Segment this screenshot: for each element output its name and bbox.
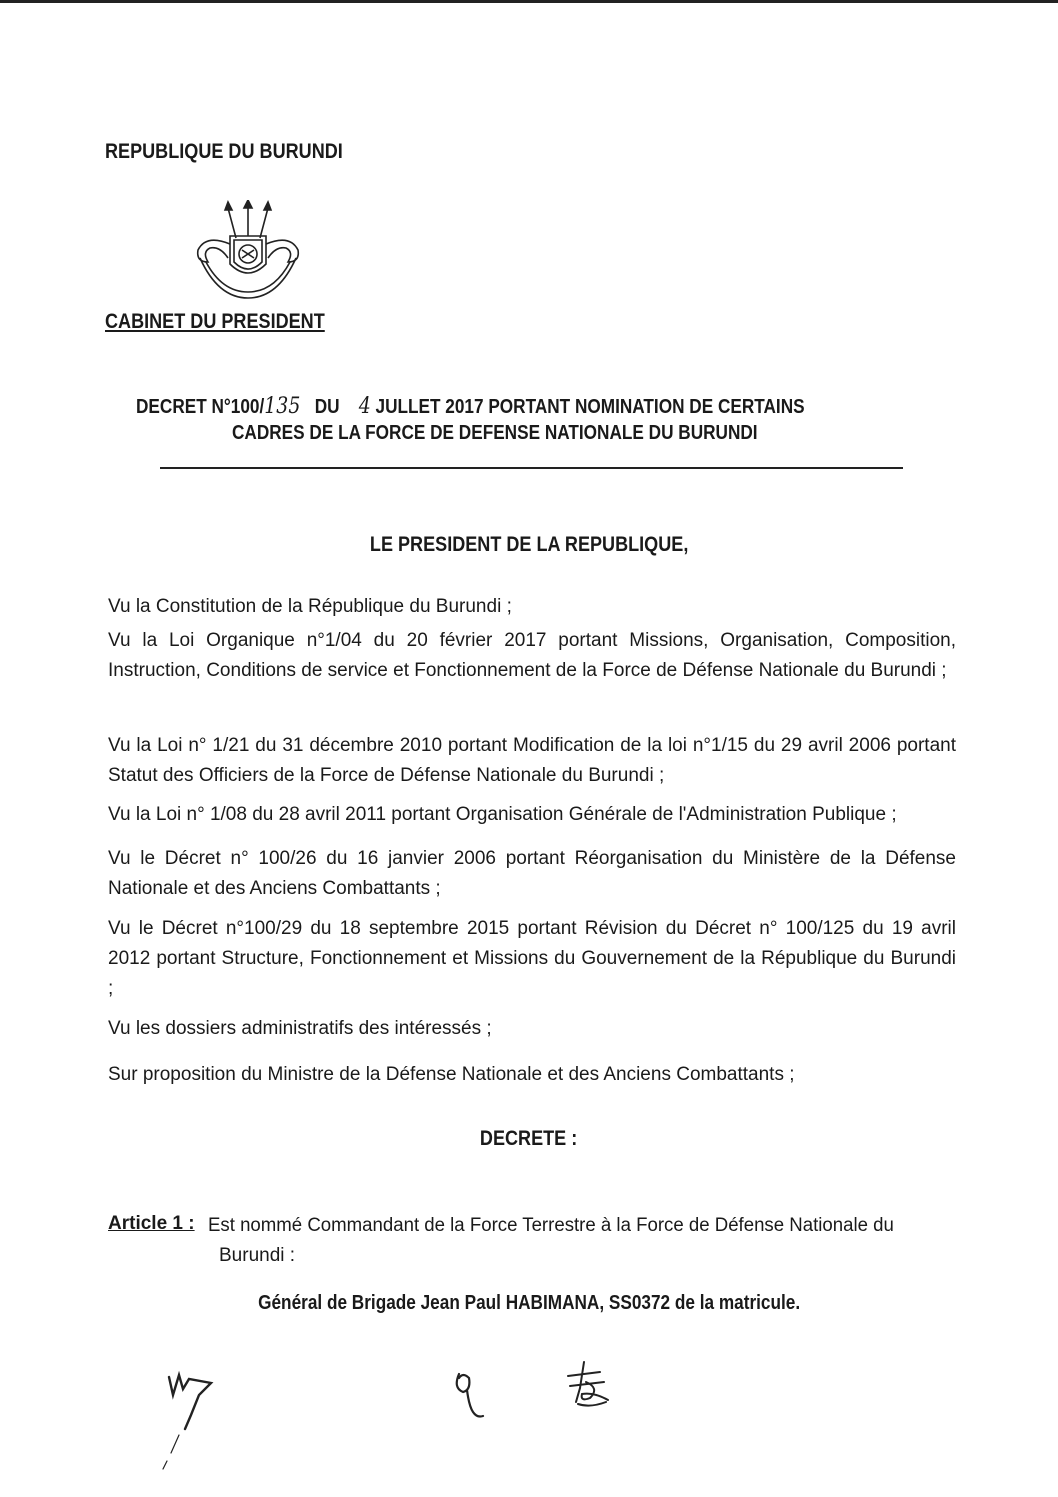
president-heading: LE PRESIDENT DE LA REPUBLIQUE,	[369, 533, 689, 556]
decree-date-rest: JULLET 2017 PORTANT NOMINATION DE CERTAINS	[375, 396, 805, 418]
article-1-appointee: Général de Brigade Jean Paul HABIMANA, SS0372 de la matricule.	[257, 1292, 800, 1314]
consideration-4: Vu la Loi n° 1/08 du 28 avril 2011 portant Organisation Générale de l'Administration Publique ;	[108, 804, 897, 825]
country-heading: REPUBLIQUE DU BURUNDI	[105, 140, 343, 163]
consideration-3: Vu la Loi n° 1/21 du 31 décembre 2010 portant Modification de la loi n°1/15 du 29 avril 2006 portant Statut des Officiers de la Force de Défense Nationale du Burundi ;	[108, 735, 956, 786]
decree-number-handwritten: 135	[264, 394, 301, 419]
decree-title-line1	[136, 394, 805, 419]
scan-top-edge	[0, 0, 1058, 3]
decree-title-line2: CADRES DE LA FORCE DE DEFENSE NATIONALE DU BURUNDI	[232, 422, 758, 444]
decrete-heading: DECRETE :	[480, 1127, 578, 1150]
consideration-7: Vu les dossiers administratifs des intéressés ;	[108, 1018, 492, 1039]
cabinet-heading: CABINET DU PRESIDENT	[105, 310, 325, 333]
initial-mark-1-icon	[155, 1365, 225, 1475]
decree-number-prefix: DECRET N°100/	[136, 396, 265, 418]
coat-of-arms-icon	[188, 200, 308, 310]
article-1-label: Article 1 :	[108, 1213, 195, 1234]
article-1-text-line1: Est nommé Commandant de la Force Terrestre à la Force de Défense Nationale du	[208, 1215, 894, 1236]
decree-du: DU	[314, 396, 340, 418]
title-rule	[160, 467, 903, 469]
consideration-5: Vu le Décret n° 100/26 du 16 janvier 2006 portant Réorganisation du Ministère de la Défense Nationale et des Anciens Combattants ;	[108, 848, 956, 899]
initial-mark-3-icon	[560, 1358, 620, 1418]
article-1-text-line2: Burundi :	[219, 1245, 296, 1266]
consideration-1: Vu la Constitution de la République du Burundi ;	[108, 596, 512, 617]
consideration-2: Vu la Loi Organique n°1/04 du 20 février 2017 portant Missions, Organisation, Composition, Instruction, Conditions de service et Fonctionnement de la Force de Défense Nationale du Burundi ;	[108, 630, 956, 681]
decree-day-handwritten: 4	[358, 394, 371, 419]
consideration-6: Vu le Décret n°100/29 du 18 septembre 2015 portant Révision du Décret n° 100/125 du 19 avril 2012 portant Structure, Fonctionnement et Missions du Gouvernement de la République du Burundi ;	[108, 918, 956, 999]
initial-mark-2-icon	[445, 1368, 495, 1428]
consideration-8: Sur proposition du Ministre de la Défense Nationale et des Anciens Combattants ;	[108, 1064, 795, 1085]
